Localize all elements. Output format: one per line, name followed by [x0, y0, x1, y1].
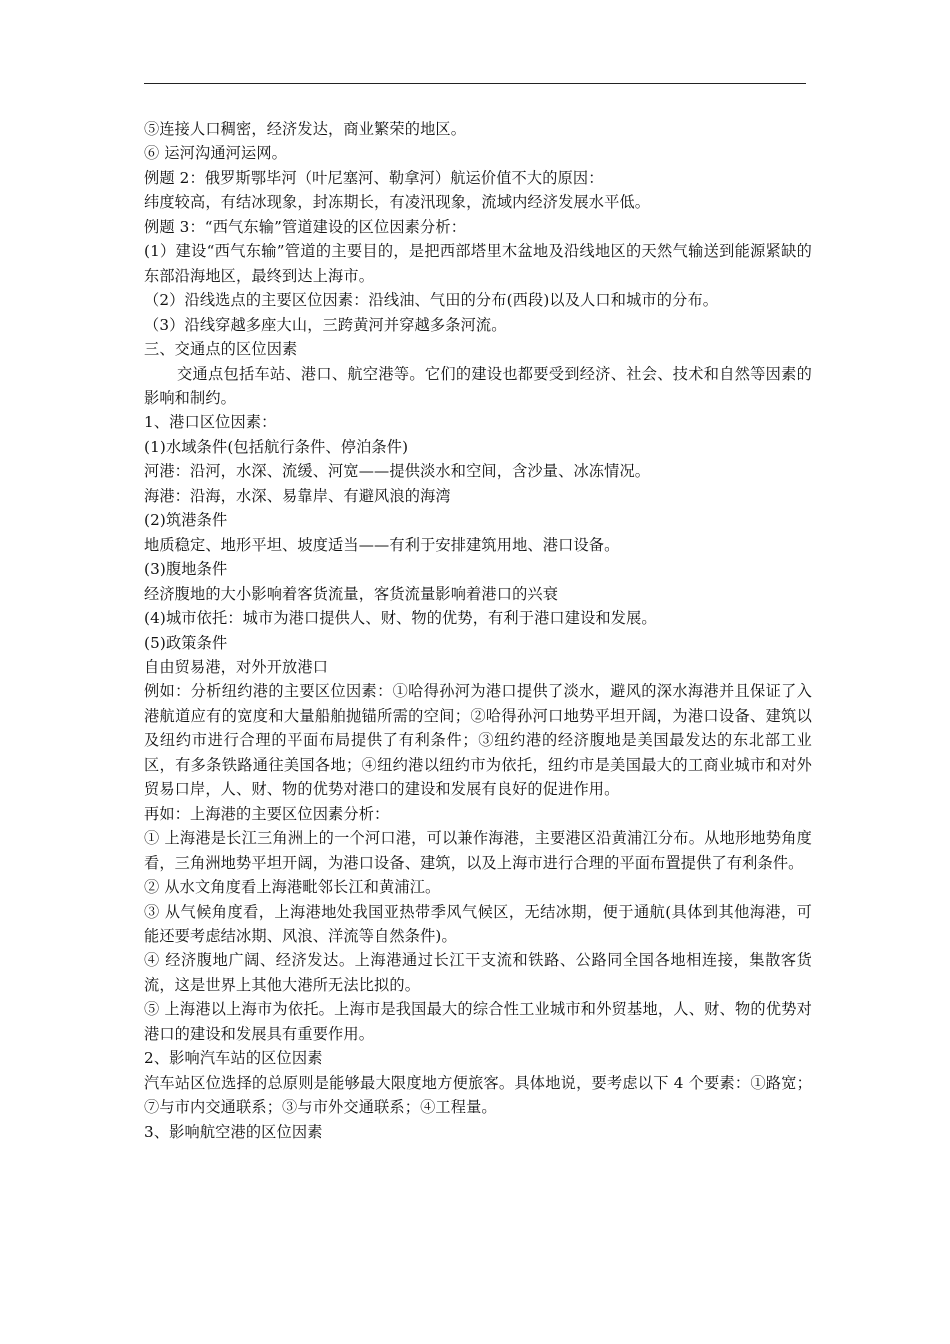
paragraph: ② 从水文角度看上海港毗邻长江和黄浦江。 [144, 878, 441, 897]
paragraph: 例题 3：“西气东输”管道建设的区位因素分析： [144, 217, 467, 236]
paragraph: (4)城市依托：城市为港口提供人、财、物的优势，有利于港口建设和发展。 [144, 609, 657, 628]
paragraph: 例题 2：俄罗斯鄂毕河（叶尼塞河、勒拿河）航运价值不大的原因： [144, 168, 604, 187]
paragraph: ① 上海港是长江三角洲上的一个河口港，可以兼作海港，主要港区沿黄浦江分布。从地形地势角度看，三角洲地势平坦开阔，为港口设备、建筑，以及上海市进行合理的平面布置提供了有利条件。 [144, 829, 812, 872]
paragraph: ⑥ 运河沟通河运网。 [144, 144, 288, 163]
paragraph: (2)筑港条件 [144, 511, 228, 530]
paragraph: (1）建设“西气东输”管道的主要目的，是把西部塔里木盆地及沿线地区的天然气输送到能源紧缺的东部沿海地区，最终到达上海市。 [144, 242, 812, 285]
document-body [144, 117, 812, 1144]
paragraph: 交通点包括车站、港口、航空港等。它们的建设也都要受到经济、社会、技术和自然等因素的影响和制约。 [144, 364, 812, 407]
paragraph: 自由贸易港，对外开放港口 [144, 657, 329, 676]
paragraph: （3）沿线穿越多座大山，三跨黄河并穿越多条河流。 [144, 315, 507, 334]
paragraph: (3)腹地条件 [144, 560, 228, 579]
paragraph: ⑤ 上海港以上海市为依托。上海市是我国最大的综合性工业城市和外贸基地，人、财、物的优势对港口的建设和发展具有重要作用。 [144, 1000, 812, 1043]
subsection-heading: 1、港口区位因素： [144, 413, 277, 432]
subsection-heading: 3、影响航空港的区位因素 [144, 1122, 323, 1141]
paragraph: (5)政策条件 [144, 633, 228, 652]
paragraph: ③ 从气候角度看，上海港地处我国亚热带季风气候区，无结冰期，便于通航(具体到其他海港，可能还要考虑结冰期、风浪、洋流等自然条件)。 [144, 902, 812, 945]
section-heading: 三、交通点的区位因素 [144, 340, 298, 359]
paragraph: ④ 经济腹地广阔、经济发达。上海港通过长江干支流和铁路、公路同全国各地相连接，集散客货流，这是世界上其他大港所无法比拟的。 [144, 951, 812, 994]
paragraph: 纬度较高，有结冰现象，封冻期长，有凌汛现象，流域内经济发展水平低。 [144, 193, 651, 212]
paragraph: （2）沿线选点的主要区位因素：沿线油、气田的分布(西段)以及人口和城市的分布。 [144, 291, 719, 310]
paragraph: 河港：沿河，水深、流缓、河宽——提供淡水和空间，含沙量、冰冻情况。 [144, 462, 651, 481]
paragraph: ⑤连接人口稠密，经济发达，商业繁荣的地区。 [144, 120, 467, 138]
subsection-heading: 2、影响汽车站的区位因素 [144, 1049, 323, 1068]
paragraph: 例如：分析纽约港的主要区位因素：①哈得孙河为港口提供了淡水，避风的深水海港并且保证了入港航道应有的宽度和大量船舶抛锚所需的空间；②哈得孙河口地势平坦开阔，为港口设备、建筑以及纽约市进行合理的平面布局提供了有利条件；③纽约港的经济腹地是美国最发达的东北部工业区，有多条铁路通往美国各地；④纽约港以纽约市为依托，纽约市是美国最大的工商业城市和对外贸易口岸，人、财、物的优势对港口的建设和发展有良好的促进作用。 [144, 682, 812, 799]
paragraph: 海港：沿海，水深、易靠岸、有避风浪的海湾 [144, 486, 451, 505]
paragraph: (1)水域条件(包括航行条件、停泊条件) [144, 437, 409, 456]
paragraph: 汽车站区位选择的总原则是能够最大限度地方便旅客。具体地说，要考虑以下 4 个要素：①路宽；⑦与市内交通联系；③与市外交通联系；④工程量。 [144, 1073, 812, 1117]
header-rule [144, 83, 806, 84]
paragraph: 经济腹地的大小影响着客货流量，客货流量影响着港口的兴衰 [144, 584, 559, 603]
paragraph: 地质稳定、地形平坦、坡度适当——有利于安排建筑用地、港口设备。 [144, 535, 620, 554]
paragraph: 再如：上海港的主要区位因素分析： [144, 804, 390, 823]
